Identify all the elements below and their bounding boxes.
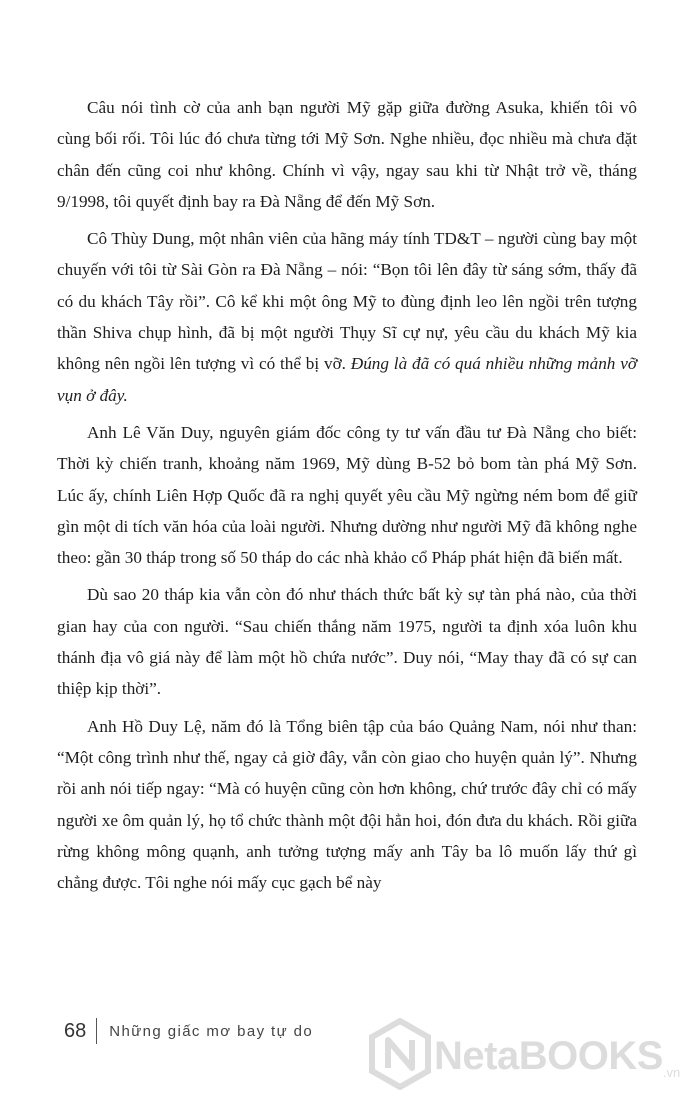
running-book-title: Những giấc mơ bay tự do bbox=[109, 1022, 314, 1040]
paragraph-2-text: Cô Thùy Dung, một nhân viên của hãng máy tính TD&T – người cùng bay một chuyến với tôi từ Sài Gòn ra Đà Nẵng – nói: “Bọn tôi lên đây từ sáng sớm, thấy đã có du khách Tây rồi”. Cô kể khi một ông Mỹ to đùng định leo lên ngồi trên tượng thần Shiva chụp hình, đã bị một người Thụy Sĩ cự nự, yêu cầu du khách Mỹ kia không nên ngồi lên tượng vì có thể bị vỡ. bbox=[57, 229, 637, 374]
paragraph-1 bbox=[57, 92, 637, 217]
paragraph-4-text: Dù sao 20 tháp kia vẫn còn đó như thách thức bất kỳ sự tàn phá nào, của thời gian hay của con người. “Sau chiến thắng năm 1975, người ta định xóa luôn khu thánh địa vô giá này để làm một hồ chứa nước”. Duy nói, “May thay đã có sự can thiệp kịp thời”. bbox=[57, 585, 637, 699]
watermark-suffix: .vn bbox=[662, 1065, 681, 1080]
paragraph-1-text: Câu nói tình cờ của anh bạn người Mỹ gặp giữa đường Asuka, khiến tôi vô cùng bối rối. Tôi lúc đó chưa từng tới Mỹ Sơn. Nghe nhiều, đọc nhiều mà chưa đặt chân đến cũng coi như không. Chính vì vậy, ngay sau khi từ Nhật trở về, tháng 9/1998, tôi quyết định bay ra Đà Nẵng để đến Mỹ Sơn. bbox=[57, 98, 637, 211]
watermark bbox=[368, 1016, 680, 1096]
paragraph-2 bbox=[57, 223, 637, 411]
watermark-brand: NetaBOOKS bbox=[434, 1033, 663, 1078]
page-body bbox=[57, 92, 637, 898]
paragraph-4 bbox=[57, 579, 637, 704]
paragraph-2-italic-text: Đúng là đã có quá nhiều những mảnh vỡ vụn ở đây. bbox=[57, 354, 637, 405]
paragraph-5 bbox=[57, 711, 637, 899]
footer-divider bbox=[96, 1018, 97, 1044]
paragraph-3-text: Anh Lê Văn Duy, nguyên giám đốc công ty tư vấn đầu tư Đà Nẵng cho biết: Thời kỳ chiến tranh, khoảng năm 1969, Mỹ dùng B-52 bỏ bom tàn phá Mỹ Sơn. Lúc ấy, chính Liên Hợp Quốc đã ra nghị quyết yêu cầu Mỹ ngừng ném bom để giữ gìn một di tích văn hóa của loài người. Nhưng dường như người Mỹ đã không nghe theo: gần 30 tháp trong số 50 tháp do các nhà khảo cổ Pháp phát hiện đã biến mất. bbox=[57, 422, 637, 568]
page-number: 68 bbox=[64, 1019, 87, 1042]
paragraph-5-text: Anh Hồ Duy Lệ, năm đó là Tổng biên tập của báo Quảng Nam, nói như than: “Một công trình như thế, ngay cả giờ đây, vẫn còn giao cho huyện quản lý”. Nhưng rồi anh nói tiếp ngay: “Mà có huyện cũng còn hơn không, chứ trước đây chỉ có mấy người xe ôm quản lý, họ tổ chức thành một đội hẳn hoi, đón đưa du khách. Rồi giữa rừng không mông quạnh, anh tưởng tượng mấy anh Tây ba lô muốn lấy thứ gì chẳng được. Tôi nghe nói mấy cục gạch bể này bbox=[57, 716, 637, 893]
netabooks-logo-icon bbox=[368, 1018, 432, 1094]
paragraph-3 bbox=[57, 417, 637, 573]
page-footer bbox=[64, 1014, 313, 1048]
